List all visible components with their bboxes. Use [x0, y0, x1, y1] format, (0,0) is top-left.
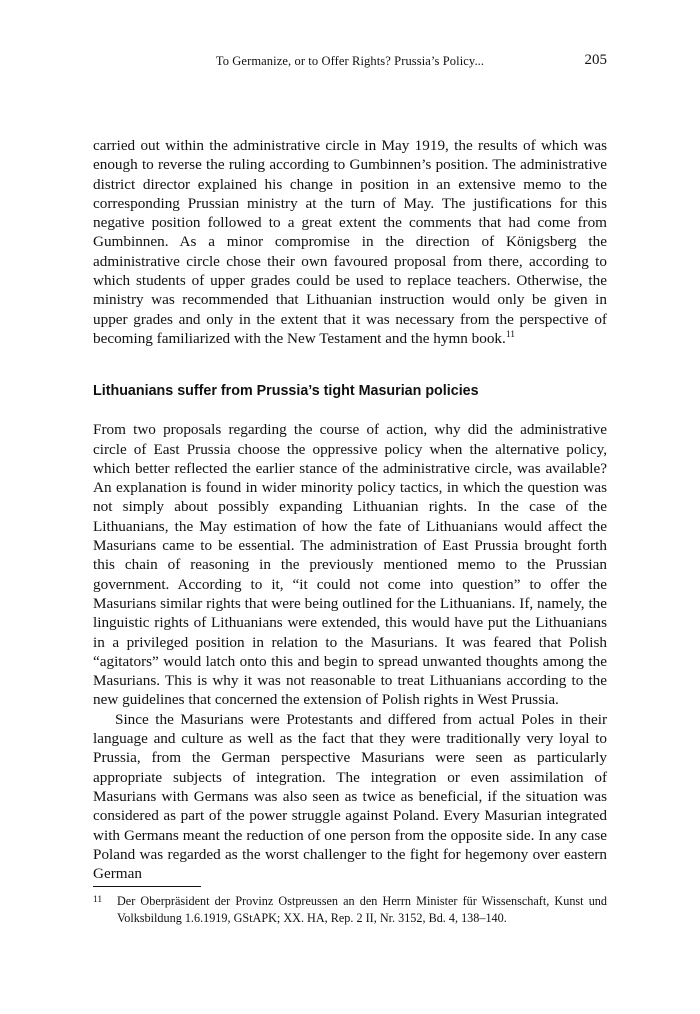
section-heading: Lithuanians suffer from Prussia’s tight Masurian policies — [93, 383, 479, 400]
footnote-reference: 11 — [505, 329, 515, 340]
paragraph: From two proposals regarding the course of action, why did the administrative circle of East Prussia choose the oppressive policy when the alternative policy, which better reflected the earlier stance of the administrative circle, was available? An explanation is found in wider minority policy tactics, in which the question was not simply about possibly expanding Lithuanian rights. In the case of the Lithuanians, the May estimation of how the fate of Lithuanians would affect the Masurians came to be essential. The administration of East Prussia brought forth this chain of reasoning in the previously mentioned memo to the Prussian government. According to it, “it could not come into question” to offer the Masurians similar rights that were being outlined for the Lithuanians. If, namely, the linguistic rights of Lithuanians were extended, this would have put the Lithuanians in a privileged position in relation to the Masurians. It was feared that Polish “agitators” would latch onto this and begin to spread unwanted thoughts among the Masurians. This is why it was not reasonable to treat Lithuanians according to the new guidelines that concerned the extension of Polish rights in West Prussia. — [93, 421, 607, 709]
paragraph-text: carried out within the administrative circle in May 1919, the results of which was enough to reverse the ruling according to Gumbinnen’s position. The administrative district director explained his change in position in an extensive memo to the corresponding Prussian ministry at the turn of May. The justifications for this negative position followed to a great extent the comments that had come from Gumbinnen. As a minor compromise in the direction of Königsberg the administrative circle chose their own favoured proposal from there, according to which students of upper grades could be used to replace teachers. Otherwise, the ministry was recommended that Lithuanian instruction would only be given in upper grades and only in the extent that it was necessary from the perspective of becoming familiarized with the New Testament and the hymn book. — [93, 137, 607, 347]
running-title: To Germanize, or to Offer Rights? Prussia’s Policy... — [215, 54, 485, 68]
footnote-text: Der Oberpräsident der Provinz Ostpreussen an den Herrn Minister für Wissenschaft, Kunst und Volksbildung 1.6.1919, GStAPK; XX. HA, Rep. 2 II, Nr. 3152, Bd. 4, 138–140. — [117, 894, 607, 925]
paragraph — [93, 136, 607, 348]
main-text — [93, 136, 607, 883]
page-header — [93, 52, 607, 72]
footnote-divider — [93, 886, 201, 887]
paragraph: Since the Masurians were Protestants and differed from actual Poles in their language and culture as well as the fact that they were traditionally very loyal to Prussia, from the German perspective Masurians were seen as particularly appropriate subjects of integration. The integration or even assimilation of Masurians with Germans was also seen as twice as beneficial, if the situation was considered as part of the power struggle against Poland. Every Masurian integrated with Germans meant the reduction of one person from the opposite side. In any case Poland was regarded as the worst challenger to the fight for hegemony over eastern German — [93, 710, 607, 883]
page-number: 205 — [584, 52, 607, 68]
footnote — [93, 893, 607, 926]
footnote-number: 11 — [93, 895, 103, 905]
